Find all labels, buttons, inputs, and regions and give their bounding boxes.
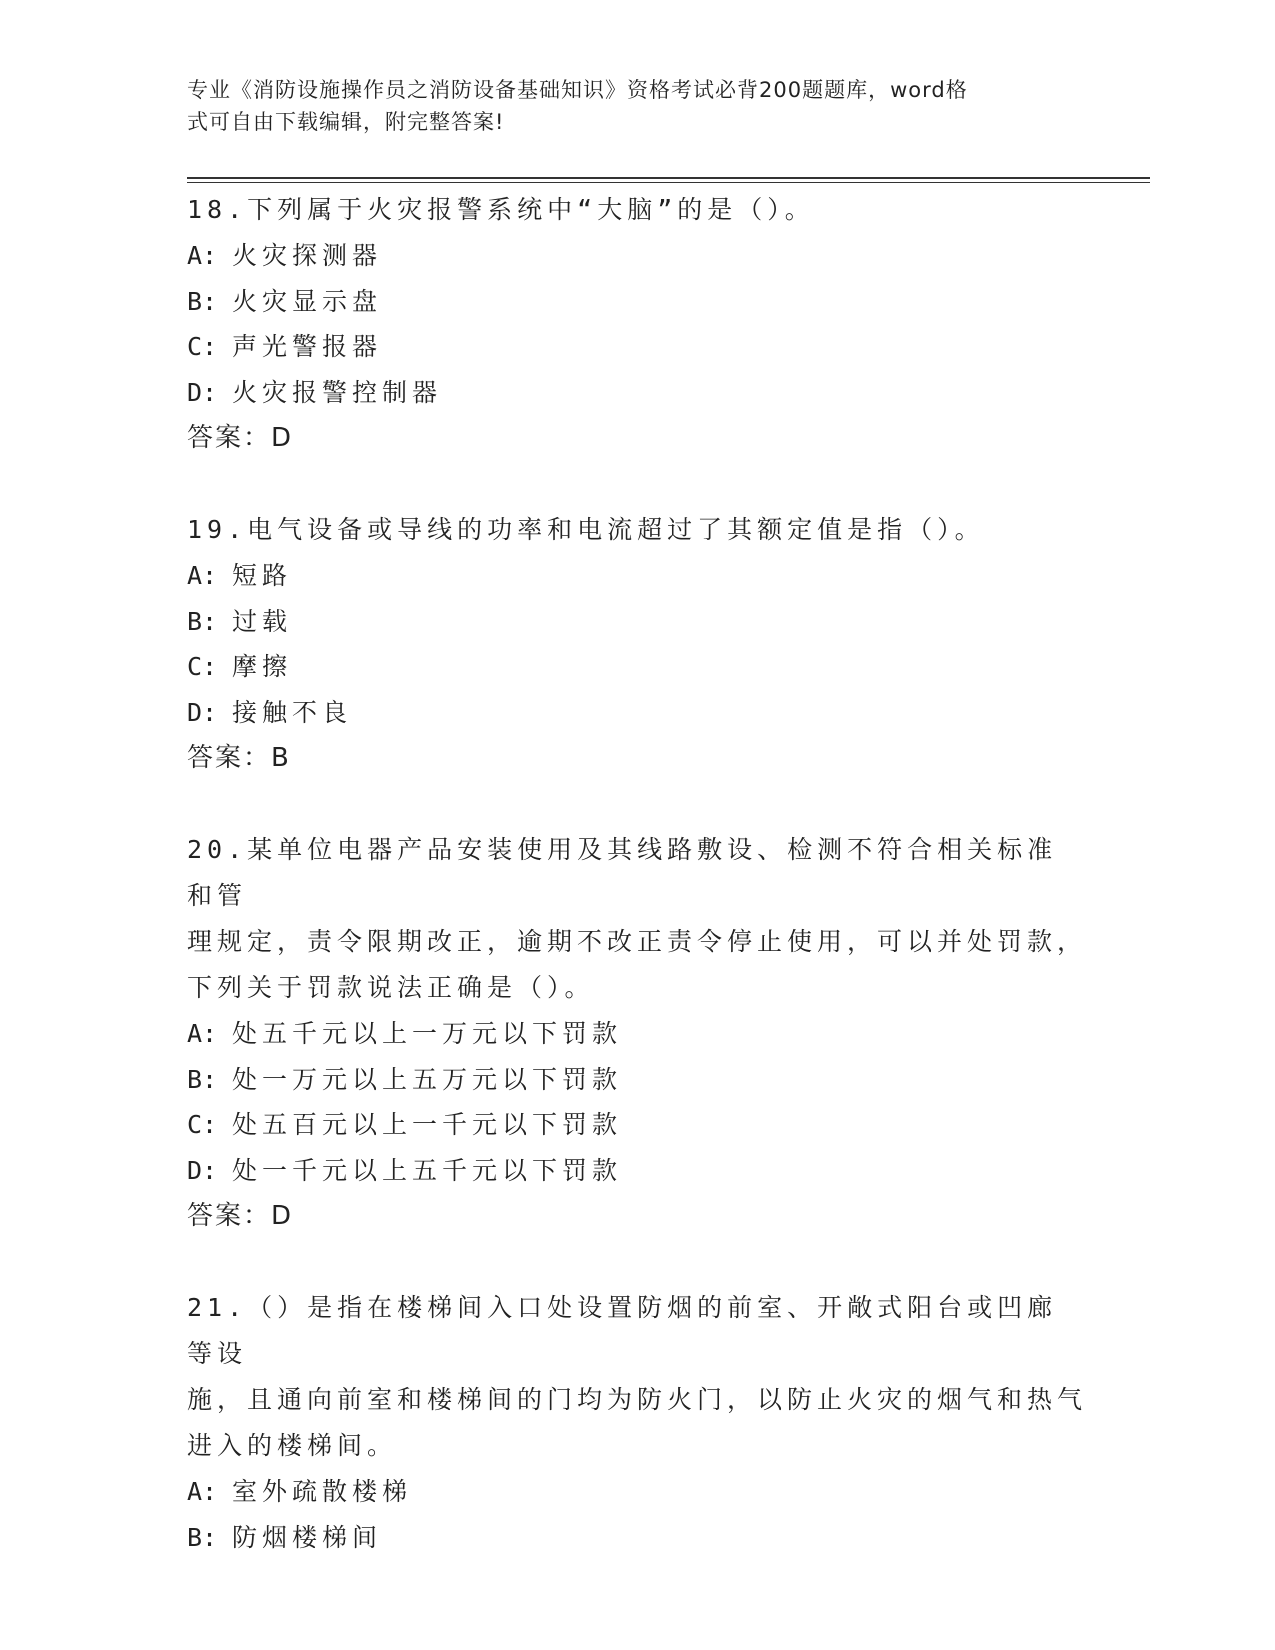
option-d [187, 1148, 1087, 1194]
option-a [187, 233, 1087, 279]
option-text: 摩擦 [232, 652, 293, 681]
option-b [187, 1057, 1087, 1103]
option-letter: C: [187, 1110, 218, 1139]
option-a [187, 1011, 1087, 1057]
header-line-1: 专业《消防设施操作员之消防设备基础知识》资格考试必背200题题库，word格 [187, 78, 968, 102]
option-a [187, 553, 1087, 599]
option-letter: B: [187, 286, 218, 316]
option-letter: B: [187, 606, 218, 636]
answer-line: 答案：D [187, 423, 294, 453]
option-c [187, 644, 1087, 690]
option-letter: A: [187, 241, 218, 270]
answer-line: 答案：B [187, 743, 291, 773]
question-text-line: 进入的楼梯间。 [187, 1431, 398, 1460]
question-text-line: 理规定，责令限期改正，逾期不改正责令停止使用，可以并处罚款， [187, 927, 1088, 956]
option-text: 接触不良 [232, 697, 353, 727]
option-text: 防烟楼梯间 [232, 1522, 383, 1552]
question-text-line: 21.（）是指在楼梯间入口处设置防烟的前室、开敞式阳台或凹廊等设 [187, 1293, 1058, 1368]
option-c [187, 324, 1087, 370]
option-b [187, 599, 1087, 645]
option-letter: A: [187, 1477, 218, 1506]
option-text: 处一万元以上五万元以下罚款 [232, 1064, 623, 1094]
option-text: 室外疏散楼梯 [232, 1477, 413, 1506]
option-text: 短路 [232, 561, 293, 590]
option-text: 处五百元以上一千元以下罚款 [232, 1110, 623, 1139]
question-block [187, 507, 1087, 781]
option-letter: D: [187, 377, 218, 407]
question-text-line: 18.下列属于火灾报警系统中“大脑”的是（）。 [187, 195, 815, 224]
question-text-line: 下列关于罚款说法正确是（）。 [187, 973, 595, 1002]
question-text-line: 20.某单位电器产品安装使用及其线路敷设、检测不符合相关标准和管 [187, 835, 1058, 910]
option-letter: C: [187, 332, 218, 361]
header-divider-thick [187, 177, 1150, 179]
header-line-2: 式可自由下载编辑，附完整答案! [187, 110, 505, 134]
option-text: 火灾报警控制器 [232, 377, 443, 407]
question-list [187, 187, 1087, 1606]
option-d [187, 690, 1087, 736]
question-block [187, 187, 1087, 461]
option-text: 声光警报器 [232, 332, 383, 361]
option-b [187, 279, 1087, 325]
option-a [187, 1469, 1087, 1515]
question-block [187, 1285, 1087, 1560]
option-letter: A: [187, 561, 218, 590]
question-text-line: 19.电气设备或导线的功率和电流超过了其额定值是指（）。 [187, 515, 985, 544]
option-text: 处五千元以上一万元以下罚款 [232, 1019, 623, 1048]
question-text-line: 施，且通向前室和楼梯间的门均为防火门，以防止火灾的烟气和热气 [187, 1385, 1088, 1414]
option-letter: D: [187, 1155, 218, 1185]
question-block [187, 827, 1087, 1239]
answer-line: 答案：D [187, 1201, 294, 1231]
option-c [187, 1102, 1087, 1148]
option-text: 火灾探测器 [232, 241, 383, 270]
header-divider-thin [187, 182, 1150, 183]
option-letter: A: [187, 1019, 218, 1048]
option-text: 处一千元以上五千元以下罚款 [232, 1155, 623, 1185]
option-letter: B: [187, 1064, 218, 1094]
option-letter: B: [187, 1522, 218, 1552]
option-d [187, 370, 1087, 416]
option-letter: C: [187, 652, 218, 681]
document-header [187, 74, 1067, 138]
option-text: 火灾显示盘 [232, 286, 383, 316]
option-b [187, 1515, 1087, 1561]
option-letter: D: [187, 697, 218, 727]
option-text: 过载 [232, 606, 293, 636]
